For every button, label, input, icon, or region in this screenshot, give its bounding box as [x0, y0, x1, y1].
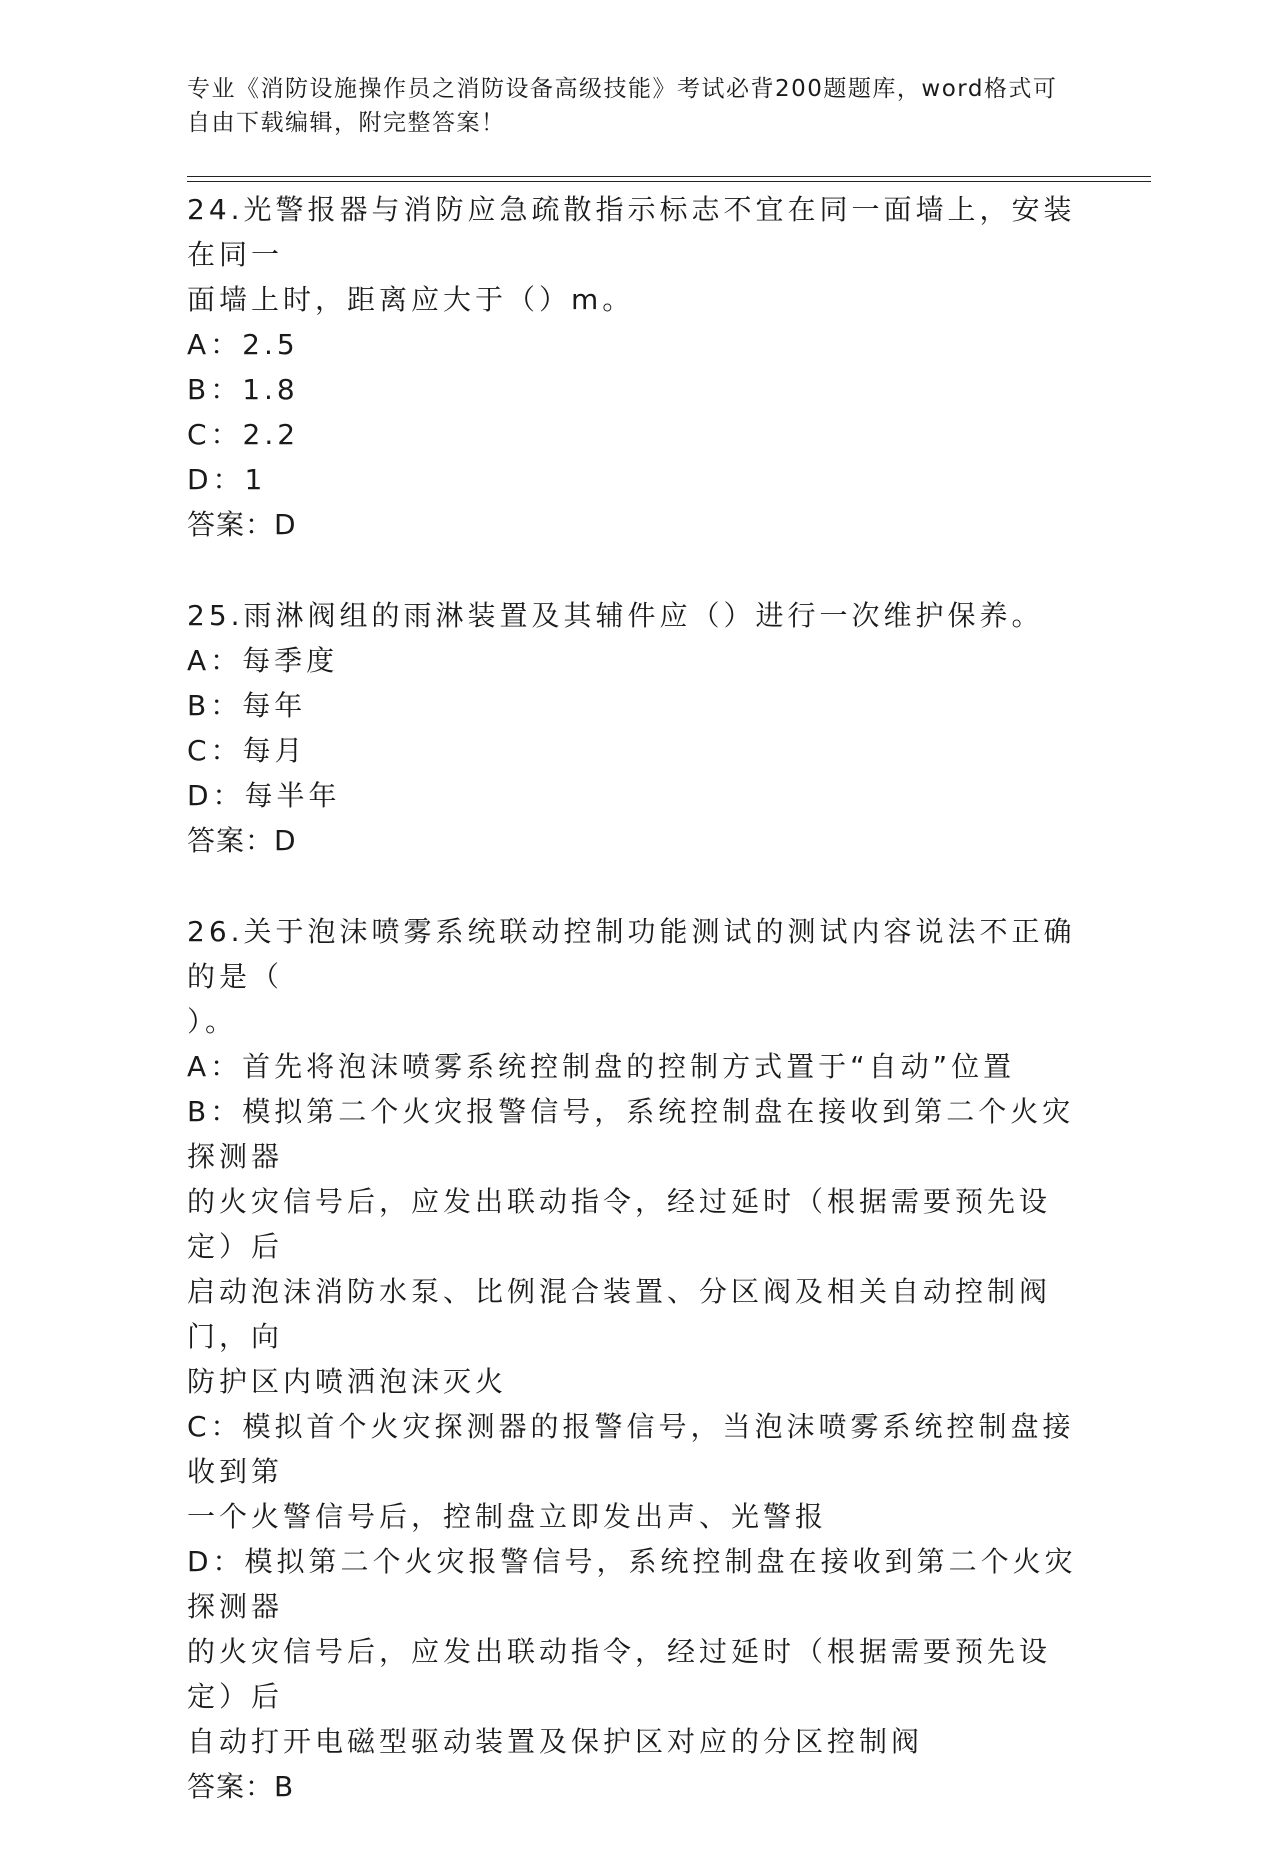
option-b: B：1.8 — [187, 373, 299, 406]
question-stem-line: 面墙上时，距离应大于（）m。 — [187, 283, 635, 316]
question-stem-line: ）。 — [187, 1005, 238, 1038]
option-b-continued: 防护区内喷洒泡沫灭火 — [187, 1365, 508, 1398]
option-b-continued: 启动泡沫消防水泵、比例混合装置、分区阀及相关自动控制阀门，向 — [187, 1275, 1052, 1353]
question-stem-line: 24.光警报器与消防应急疏散指示标志不宜在同一面墙上，安装在同一 — [187, 193, 1076, 271]
option-c: C：2.2 — [187, 418, 300, 451]
option-a: A：2.5 — [187, 328, 299, 361]
question-24 — [187, 187, 1087, 547]
option-d-continued: 自动打开电磁型驱动装置及保护区对应的分区控制阀 — [187, 1725, 924, 1758]
option-c: C：模拟首个火灾探测器的报警信号，当泡沫喷雾系统控制盘接收到第 — [187, 1410, 1075, 1488]
answer-line: 答案：D — [187, 824, 297, 857]
question-26 — [187, 909, 1087, 1809]
question-stem-line: 26.关于泡沫喷雾系统联动控制功能测试的测试内容说法不正确的是（ — [187, 915, 1076, 993]
question-list — [187, 187, 1087, 1855]
answer-line: 答案：D — [187, 508, 297, 541]
question-25 — [187, 593, 1087, 863]
document-header — [187, 72, 1067, 140]
option-b-continued: 的火灾信号后，应发出联动指令，经过延时（根据需要预先设定）后 — [187, 1185, 1052, 1263]
option-a: A：每季度 — [187, 644, 339, 677]
option-d-continued: 的火灾信号后，应发出联动指令，经过延时（根据需要预先设定）后 — [187, 1635, 1052, 1713]
option-d: D：每半年 — [187, 779, 341, 812]
header-line-1: 专业《消防设施操作员之消防设备高级技能》考试必背200题题库，word格式可 — [187, 76, 1058, 102]
question-stem-line: 25.雨淋阀组的雨淋装置及其辅件应（）进行一次维护保养。 — [187, 599, 1044, 632]
option-a: A：首先将泡沫喷雾系统控制盘的控制方式置于“自动”位置 — [187, 1050, 1016, 1083]
option-d: D：1 — [187, 463, 267, 496]
answer-line: 答案：B — [187, 1770, 295, 1803]
header-divider-bottom — [187, 181, 1151, 182]
option-b: B：模拟第二个火灾报警信号，系统控制盘在接收到第二个火灾探测器 — [187, 1095, 1075, 1173]
option-c-continued: 一个火警信号后，控制盘立即发出声、光警报 — [187, 1500, 828, 1533]
option-b: B：每年 — [187, 689, 307, 722]
option-c: C：每月 — [187, 734, 307, 767]
header-line-2: 自由下载编辑，附完整答案！ — [187, 110, 506, 136]
option-d: D：模拟第二个火灾报警信号，系统控制盘在接收到第二个火灾探测器 — [187, 1545, 1077, 1623]
header-divider-top — [187, 176, 1151, 177]
